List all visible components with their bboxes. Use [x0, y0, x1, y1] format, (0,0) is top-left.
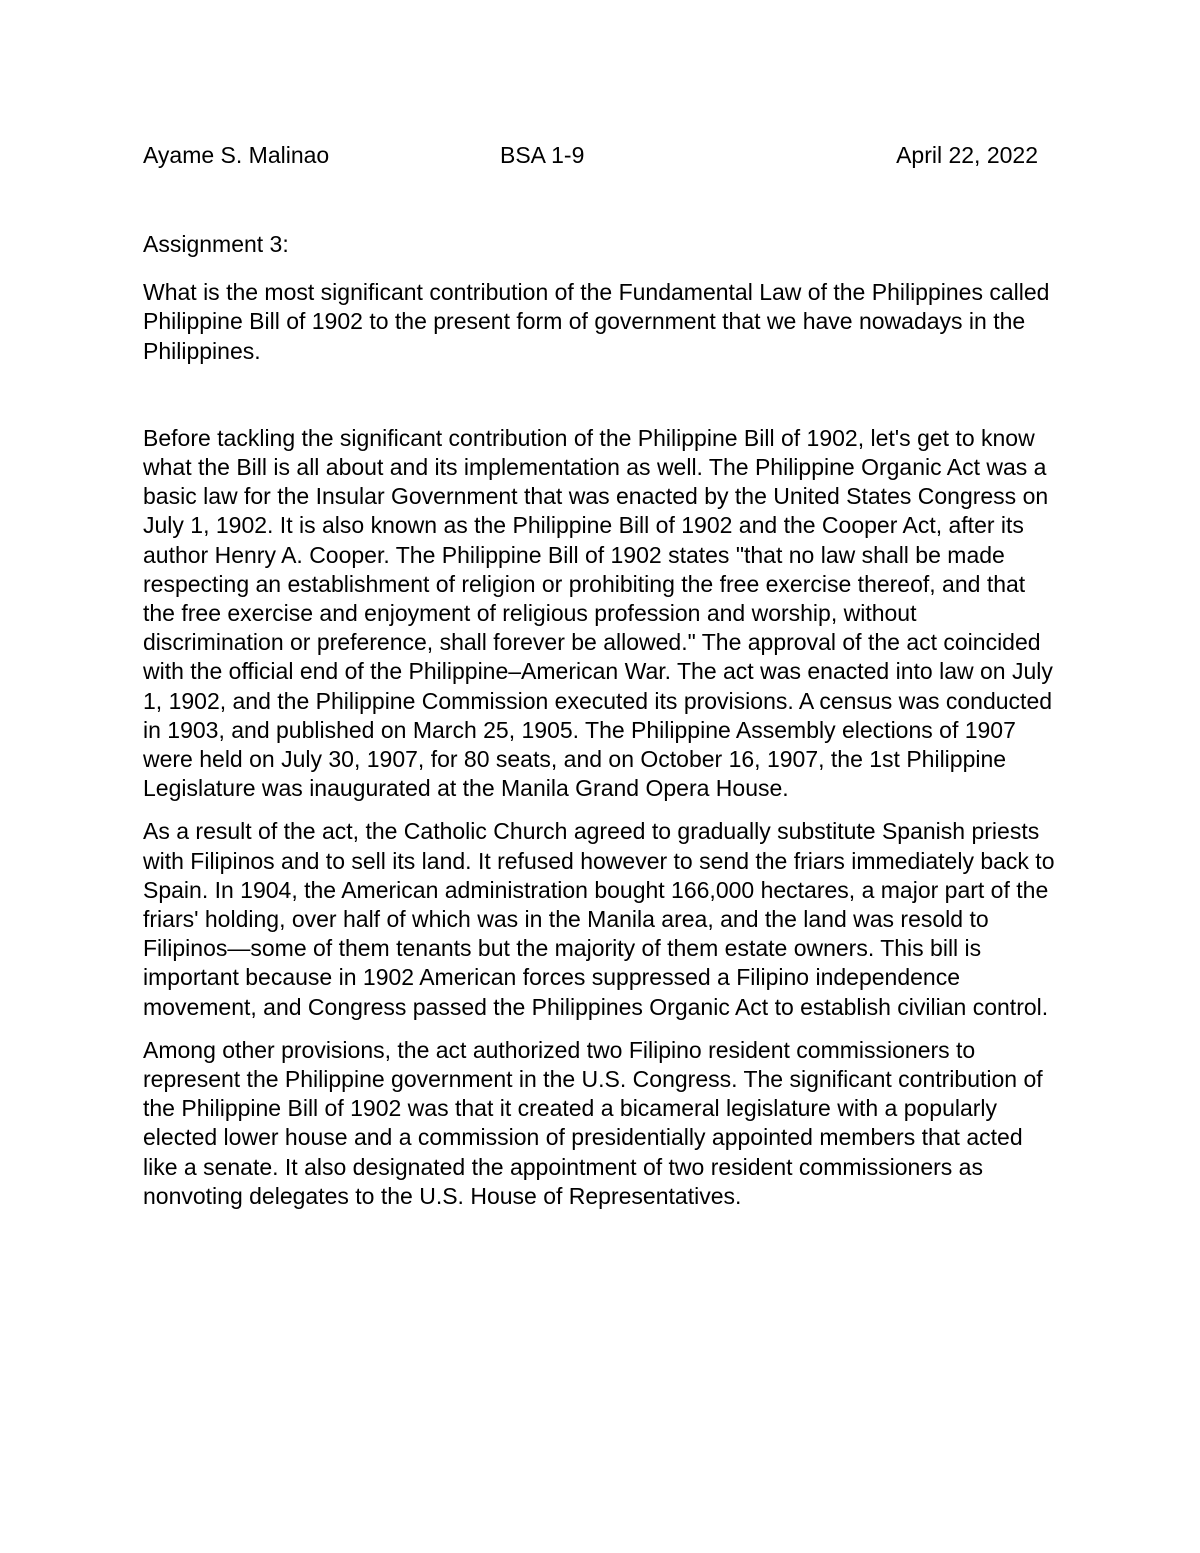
student-name: Ayame S. Malinao	[143, 142, 330, 168]
assignment-title: Assignment 3:	[143, 231, 289, 257]
student-section: BSA 1-9	[500, 142, 585, 168]
document-body	[143, 230, 1063, 1225]
document-header	[143, 140, 1038, 172]
body-paragraph-1: Before tackling the significant contribution of the Philippine Bill of 1902, let's get to know what the Bill is all about and its implementation as well. The Philippine Organic Act was a basic law for the Insular Government that was enacted by the United States Congress on July 1, 1902. It is also known as the Philippine Bill of 1902 and the Cooper Act, after its author Henry A. Cooper. The Philippine Bill of 1902 states "that no law shall be made respecting an establishment of religion or prohibiting the free exercise thereof, and that the free exercise and enjoyment of religious profession and worship, without discrimination or preference, shall forever be allowed." The approval of the act coincided with the official end of the Philippine–American War. The act was enacted into law on July 1, 1902, and the Philippine Commission executed its provisions. A census was conducted in 1903, and published on March 25, 1905. The Philippine Assembly elections of 1907 were held on July 30, 1907, for 80 seats, and on October 16, 1907, the 1st Philippine Legislature was inaugurated at the Manila Grand Opera House.	[143, 424, 1053, 802]
document-date: April 22, 2022	[896, 142, 1038, 168]
body-paragraph-2: As a result of the act, the Catholic Church agreed to gradually substitute Spanish priests with Filipinos and to sell its land. It refused however to send the friars immediately back to Spain. In 1904, the American administration bought 166,000 hectares, a major part of the friars' holding, over half of which was in the Manila area, and the land was resold to Filipinos—some of them tenants but the majority of them estate owners. This bill is important because in 1902 American forces suppressed a Filipino independence movement, and Congress passed the Philippines Organic Act to establish civilian control.	[143, 818, 1055, 1020]
assignment-question: What is the most significant contribution of the Fundamental Law of the Philippines called Philippine Bill of 1902 to the present form of government that we have nowadays in the Philippines.	[143, 279, 1050, 364]
body-paragraph-3: Among other provisions, the act authorized two Filipino resident commissioners to represent the Philippine government in the U.S. Congress. The significant contribution of the Philippine Bill of 1902 was that it created a bicameral legislature with a popularly elected lower house and a commission of presidentially appointed members that acted like a senate. It also designated the appointment of two resident commissioners as nonvoting delegates to the U.S. House of Representatives.	[143, 1036, 1043, 1209]
